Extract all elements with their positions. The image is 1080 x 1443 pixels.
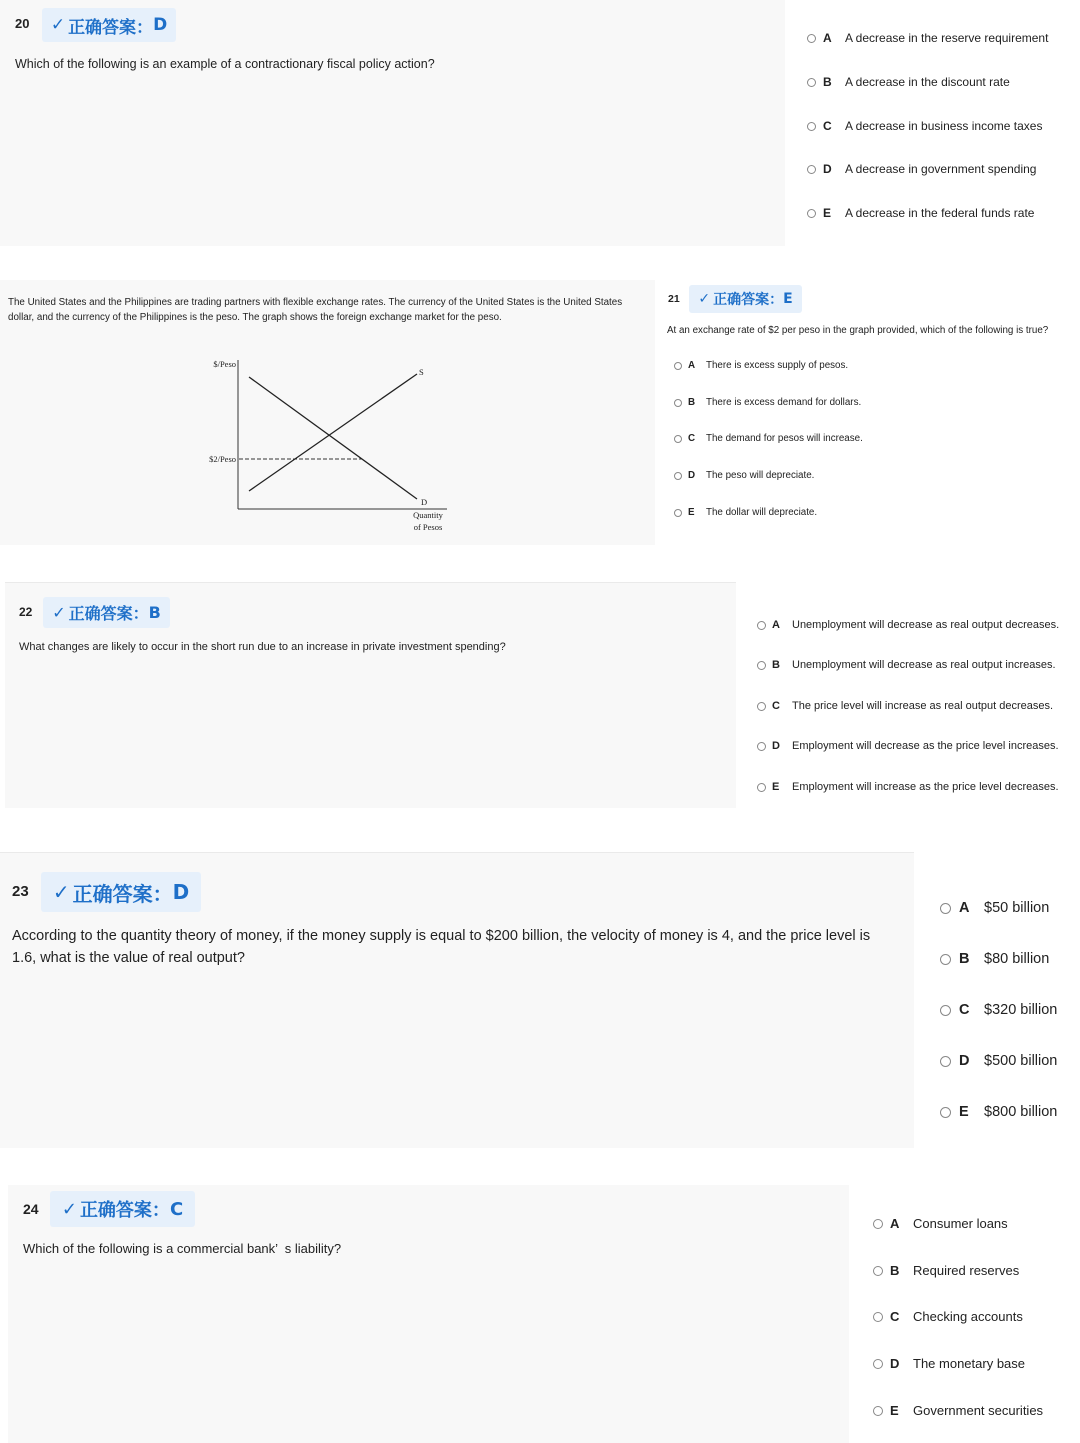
option-e[interactable] bbox=[873, 1403, 1043, 1418]
option-letter: D bbox=[823, 162, 832, 176]
option-c[interactable] bbox=[674, 433, 863, 444]
answer-label: 正确答案： bbox=[713, 292, 784, 308]
option-letter: B bbox=[772, 659, 780, 671]
option-b[interactable] bbox=[674, 397, 861, 408]
answer-badge bbox=[689, 285, 802, 313]
radio-button[interactable] bbox=[940, 1005, 951, 1016]
stimulus-text: The United States and the Philippines are trading partners with flexible exchange rates. The currency of the United States is the United States dollar, and the currency of the Philippines is the peso. The graph shows the foreign exchange market for the peso. bbox=[8, 297, 623, 324]
question-number: 22 bbox=[19, 605, 33, 619]
option-e[interactable] bbox=[940, 1104, 1057, 1120]
option-letter: B bbox=[959, 951, 970, 967]
option-letter: D bbox=[688, 470, 696, 481]
radio-button[interactable] bbox=[940, 1107, 951, 1118]
question-text: What changes are likely to occur in the short run due to an increase in private investment spending? bbox=[19, 641, 506, 653]
option-e[interactable] bbox=[807, 206, 1034, 220]
radio-button[interactable] bbox=[757, 783, 766, 792]
answer-label: 正确答案： bbox=[68, 604, 149, 623]
option-a[interactable] bbox=[757, 619, 1059, 631]
y-axis-label: $/Peso bbox=[213, 359, 236, 369]
option-text: Consumer loans bbox=[913, 1216, 1008, 1231]
price-label: $2/Peso bbox=[209, 454, 236, 464]
option-d[interactable] bbox=[757, 740, 1059, 752]
option-letter: E bbox=[688, 507, 695, 518]
option-b[interactable] bbox=[807, 75, 1010, 89]
radio-button[interactable] bbox=[674, 435, 682, 443]
answer-badge bbox=[43, 597, 170, 628]
question-text: Which of the following is an example of a contractionary fiscal policy action? bbox=[15, 57, 435, 71]
answer-badge bbox=[42, 8, 176, 42]
option-letter: E bbox=[959, 1104, 969, 1120]
option-text: Unemployment will decrease as real output increases. bbox=[792, 659, 1056, 671]
supply-label: S bbox=[419, 367, 424, 377]
radio-button[interactable] bbox=[674, 362, 682, 370]
option-c[interactable] bbox=[757, 700, 1053, 712]
radio-button[interactable] bbox=[807, 34, 816, 43]
option-text: Checking accounts bbox=[913, 1309, 1023, 1324]
radio-button[interactable] bbox=[873, 1219, 883, 1229]
exchange-market-graph bbox=[195, 352, 465, 542]
radio-button[interactable] bbox=[757, 702, 766, 711]
question-number: 21 bbox=[668, 293, 680, 305]
option-text: $800 billion bbox=[984, 1104, 1058, 1120]
option-text: The peso will depreciate. bbox=[706, 470, 815, 481]
answer-badge bbox=[50, 1191, 195, 1227]
option-d[interactable] bbox=[940, 1053, 1057, 1069]
option-letter: D bbox=[959, 1053, 970, 1069]
option-text: Required reserves bbox=[913, 1263, 1020, 1278]
radio-button[interactable] bbox=[940, 1056, 951, 1067]
question-number: 24 bbox=[23, 1201, 39, 1217]
option-letter: B bbox=[823, 75, 832, 89]
option-letter: C bbox=[959, 1002, 970, 1018]
question-text: According to the quantity theory of money, if the money supply is equal to $200 billion, the velocity of money is 4, and the price level is 1.6, what is the value of real output? bbox=[12, 928, 871, 967]
option-letter: E bbox=[823, 206, 832, 220]
option-b[interactable] bbox=[940, 951, 1049, 967]
option-b[interactable] bbox=[757, 659, 1056, 671]
option-c[interactable] bbox=[807, 119, 1042, 133]
radio-button[interactable] bbox=[674, 509, 682, 517]
option-text: $50 billion bbox=[984, 900, 1050, 916]
radio-button[interactable] bbox=[674, 472, 682, 480]
answer-letter: B bbox=[148, 603, 161, 622]
supply-curve bbox=[249, 374, 417, 491]
option-text: A decrease in business income taxes bbox=[845, 119, 1043, 133]
option-text: There is excess supply of pesos. bbox=[706, 360, 849, 371]
answer-badge bbox=[41, 872, 201, 912]
option-text: A decrease in the federal funds rate bbox=[845, 206, 1035, 220]
answer-label: 正确答案： bbox=[68, 17, 154, 38]
option-letter: E bbox=[772, 781, 780, 793]
checkmark-icon: ✓ bbox=[52, 880, 70, 904]
demand-curve bbox=[249, 377, 417, 499]
radio-button[interactable] bbox=[940, 903, 951, 914]
option-letter: A bbox=[772, 619, 780, 631]
option-letter: D bbox=[772, 740, 780, 752]
option-text: Government securities bbox=[913, 1403, 1044, 1418]
answer-label: 正确答案： bbox=[72, 881, 173, 906]
option-letter: C bbox=[688, 433, 696, 444]
option-letter: C bbox=[772, 700, 780, 712]
option-letter: B bbox=[890, 1263, 900, 1278]
answer-letter: D bbox=[153, 15, 168, 35]
option-a[interactable] bbox=[940, 900, 1049, 916]
radio-button[interactable] bbox=[807, 122, 816, 131]
question-text: Which of the following is a commercial bank’ s liability? bbox=[23, 1241, 342, 1256]
checkmark-icon: ✓ bbox=[52, 603, 66, 622]
answer-label: 正确答案： bbox=[79, 1200, 170, 1221]
option-text: A decrease in the discount rate bbox=[845, 75, 1010, 89]
demand-label: D bbox=[421, 497, 428, 507]
radio-button[interactable] bbox=[757, 621, 766, 630]
radio-button[interactable] bbox=[873, 1406, 883, 1416]
option-e[interactable] bbox=[757, 781, 1059, 793]
option-a[interactable] bbox=[674, 360, 848, 371]
option-letter: E bbox=[890, 1403, 899, 1418]
radio-button[interactable] bbox=[674, 399, 682, 407]
option-letter: C bbox=[823, 119, 832, 133]
option-b[interactable] bbox=[873, 1263, 1019, 1278]
option-a[interactable] bbox=[807, 31, 1048, 45]
radio-button[interactable] bbox=[807, 165, 816, 174]
radio-button[interactable] bbox=[873, 1266, 883, 1276]
radio-button[interactable] bbox=[757, 742, 766, 751]
question-number: 23 bbox=[12, 883, 29, 900]
option-letter: A bbox=[688, 360, 696, 371]
checkmark-icon: ✓ bbox=[50, 15, 66, 35]
question-number: 20 bbox=[15, 16, 30, 31]
option-c[interactable] bbox=[940, 1002, 1057, 1018]
radio-button[interactable] bbox=[940, 954, 951, 965]
option-e[interactable] bbox=[674, 507, 817, 518]
option-d[interactable] bbox=[873, 1356, 1025, 1371]
option-letter: A bbox=[890, 1216, 900, 1231]
option-text: There is excess demand for dollars. bbox=[706, 397, 862, 408]
option-d[interactable] bbox=[807, 162, 1036, 176]
answer-letter: E bbox=[783, 291, 793, 307]
option-c[interactable] bbox=[873, 1309, 1023, 1324]
question-text: At an exchange rate of $2 per peso in the graph provided, which of the following is true? bbox=[667, 325, 1049, 336]
option-letter: B bbox=[688, 397, 696, 408]
option-text: Employment will increase as the price level decreases. bbox=[792, 781, 1059, 793]
option-text: The dollar will depreciate. bbox=[706, 507, 818, 518]
option-text: The monetary base bbox=[913, 1356, 1026, 1371]
option-letter: A bbox=[959, 900, 970, 916]
option-a[interactable] bbox=[873, 1216, 1008, 1231]
option-letter: C bbox=[890, 1309, 900, 1324]
option-text: A decrease in government spending bbox=[845, 162, 1037, 176]
option-text: Employment will decrease as the price level increases. bbox=[792, 740, 1059, 752]
x-axis-label-line2: of Pesos bbox=[413, 522, 443, 532]
option-text: $320 billion bbox=[984, 1002, 1058, 1018]
option-text: The price level will increase as real output decreases. bbox=[792, 700, 1054, 712]
radio-button[interactable] bbox=[873, 1359, 883, 1369]
option-letter: A bbox=[823, 31, 832, 45]
radio-button[interactable] bbox=[757, 661, 766, 670]
radio-button[interactable] bbox=[807, 78, 816, 87]
option-text: $80 billion bbox=[984, 951, 1050, 967]
checkmark-icon: ✓ bbox=[61, 1198, 77, 1220]
checkmark-icon: ✓ bbox=[698, 291, 711, 307]
x-axis-label-line1: Quantity bbox=[413, 510, 443, 520]
option-d[interactable] bbox=[674, 470, 814, 481]
option-text: Unemployment will decrease as real output decreases. bbox=[792, 619, 1060, 631]
option-text: A decrease in the reserve requirement bbox=[845, 31, 1049, 45]
radio-button[interactable] bbox=[807, 209, 816, 218]
answer-letter: C bbox=[169, 1198, 184, 1220]
option-letter: D bbox=[890, 1356, 900, 1371]
answer-letter: D bbox=[172, 880, 190, 904]
option-text: $500 billion bbox=[984, 1053, 1058, 1069]
option-text: The demand for pesos will increase. bbox=[706, 433, 863, 444]
radio-button[interactable] bbox=[873, 1312, 883, 1322]
